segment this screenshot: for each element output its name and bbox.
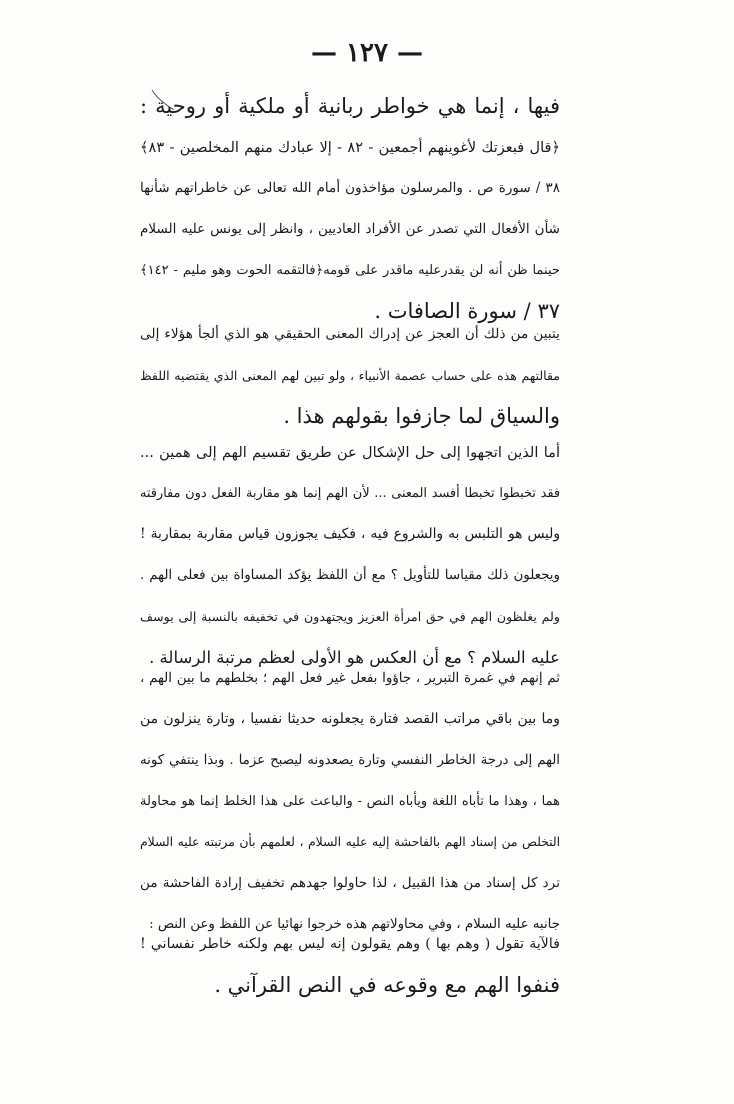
page-number: — ١٢٧ — bbox=[310, 38, 424, 68]
text-line: شأن الأفعال التي تصدر عن الأفراد العاديين ، وانظر إلى يونس عليه السلام bbox=[140, 221, 560, 237]
text-line: ﴿قال فبعزتك لأغوينهم أجمعين - ٨٢ - إلا عبادك منهم المخلصين - ٨٣﴾ bbox=[140, 139, 560, 156]
paragraph-5 bbox=[140, 924, 560, 1006]
text-line: ويجعلون ذلك مقياسا للتأويل ؟ مع أن اللفظ يؤكد المساواة بين فعلى الهم . bbox=[140, 568, 560, 583]
text-line: ولم يغلظون الهم في حق امرأة العزيز ويجتهدون في تخفيفه بالنسبة إلى يوسف bbox=[140, 609, 560, 624]
text-line: ثم إنهم في غمرة التبرير ، جاؤوا بفعل غير فعل الهم ؛ بخلطهم ما بين الهم ، bbox=[140, 671, 560, 686]
paragraph-4 bbox=[140, 658, 560, 945]
paragraph-3 bbox=[140, 432, 560, 678]
text-line: هما ، وهذا ما تأباه اللغة ويأباه النص - والباعث على هذا الخلط إنما هو محاولة bbox=[140, 794, 560, 809]
text-line: ٣٨ / سورة ص . والمرسلون مؤاخذون أمام الله تعالى عن خاطراتهم شأنها bbox=[140, 180, 560, 196]
text-line: مقالتهم هذه على حساب عصمة الأنبياء ، ولو تبين لهم المعنى الذي يقتضيه اللفظ bbox=[140, 368, 560, 383]
text-line: وليس هو التلبس به والشروع فيه ، فكيف يجوزون قياس مقاربة بمقاربة ! bbox=[140, 526, 560, 542]
text-line: الهم إلى درجة الخاطر النفسي وتارة يصعدونه ليصبح عزما . وبذا ينتفي كونه bbox=[140, 753, 560, 768]
paragraph-2 bbox=[140, 314, 560, 437]
text-line: فيها ، إنما هي خواطر ربانية أو ملكية أو روحية : bbox=[140, 94, 560, 118]
text-line: ترد كل إسناد من هذا القبيل ، لذا حاولوا جهدهم تخفيف إرادة الفاحشة من bbox=[140, 875, 560, 891]
text-line: فقد تخبطوا تخبطا أفسد المعنى ... لأن الهم إنما هو مقاربة الفعل دون مفارقته bbox=[140, 486, 560, 501]
paragraph-1 bbox=[140, 86, 560, 332]
text-line: التخلص من إسناد الهم بالفاحشة إليه عليه السلام ، لعلمهم بأن مرتبته عليه السلام bbox=[140, 835, 560, 849]
text-line: جانبه عليه السلام ، وفي محاولاتهم هذه خرجوا نهائيا عن اللفظ وعن النص : bbox=[149, 917, 560, 932]
text-line: عليه السلام ؟ مع أن العكس هو الأولى لعظم مرتبة الرسالة . bbox=[149, 648, 560, 667]
text-line: فنفوا الهم مع وقوعه في النص القرآني . bbox=[214, 973, 560, 997]
text-line: فالآية تقول ( وهم بها ) وهم يقولون إنه ليس بهم ولكنه خاطر نفساني ! bbox=[140, 936, 560, 952]
text-line: ٣٧ / سورة الصافات . bbox=[374, 299, 560, 323]
text-line: أما الذين اتجهوا إلى حل الإشكال عن طريق تقسيم الهم إلى همين ... bbox=[140, 444, 560, 461]
text-line: وما بين باقي مراتب القصد فتارة يجعلونه حديثا نفسيا ، وتارة ينزلون من bbox=[140, 711, 560, 727]
text-line: والسياق لما جازفوا بقولهم هذا . bbox=[283, 404, 560, 428]
text-line: حينما ظن أنه لن يقدرعليه ماقدر على قومه﴿فالتقمه الحوت وهو مليم - ١٤٢﴾ bbox=[140, 263, 560, 278]
text-line: يتبين من ذلك أن العجز عن إدراك المعنى الحقيقي هو الذي ألجأ هؤلاء إلى bbox=[140, 326, 560, 342]
